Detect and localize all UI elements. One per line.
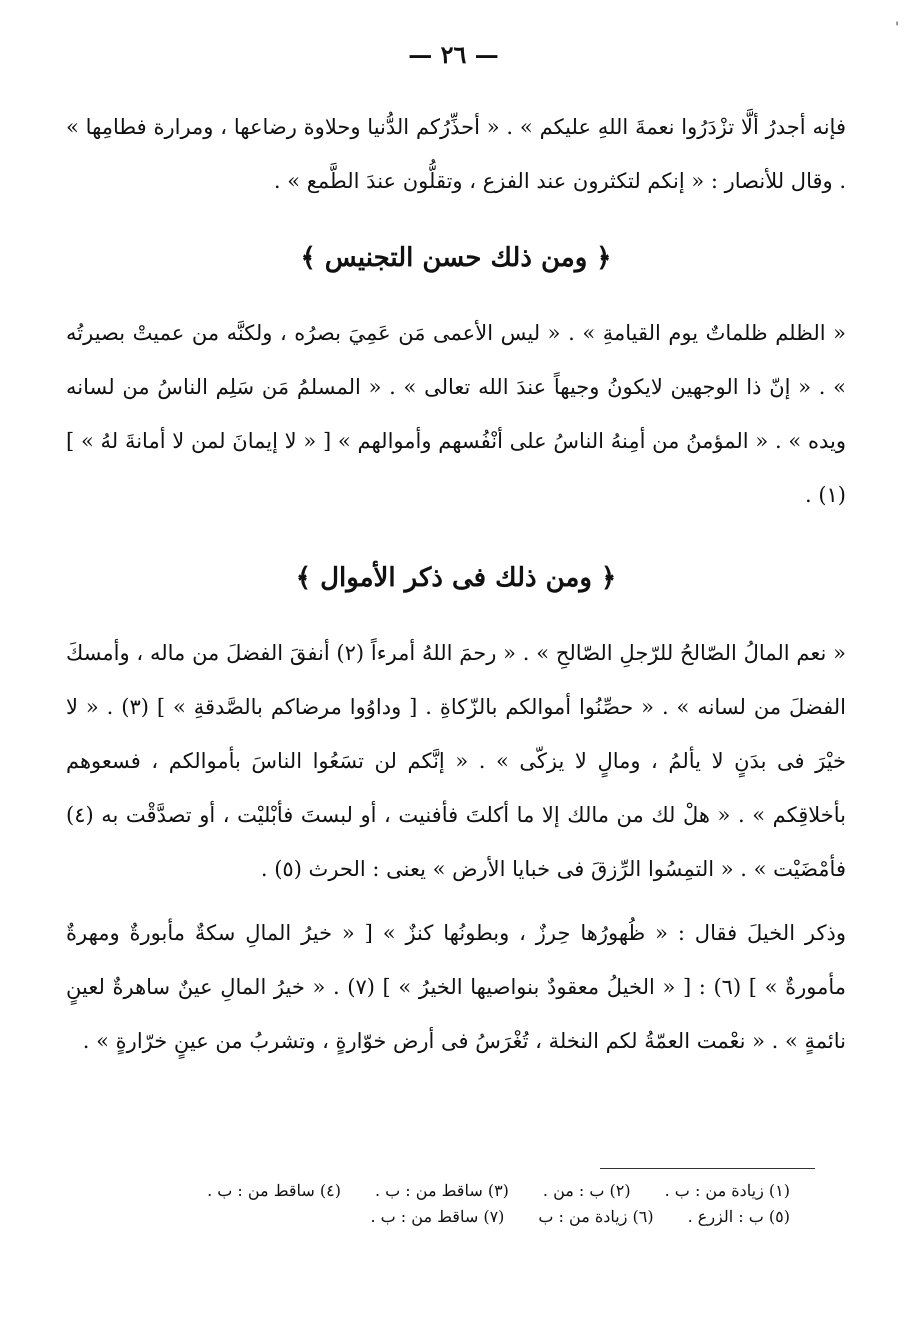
footnote-row — [60, 1204, 790, 1230]
paragraph-opening: فإنه أجدرُ ألَّا تزْدَرُوا نعمةَ اللهِ عليكم » . « أحذِّرُكم الدُّنيا وحلاوة رضاعها ، ومرارة فطامِها » . وقال للأنصار : « إنكم لتكثرون عند الفزع ، وتقلُّون عندَ الطَّمع » . — [66, 115, 846, 193]
section-heading-amwal: ﴿ ومن ذلك فى ذكر الأموال ﴾ — [295, 563, 617, 593]
footnote-row — [60, 1178, 790, 1204]
paragraph-amwal: « نعم المالُ الصّالحُ للرّجلِ الصّالحِ » . « رحمَ اللهُ أمرءاً (٢) أنفقَ الفضلَ من ماله ، وأمسكَ الفضلَ من لسانه » . « حصِّنُوا أموالكم بالزّكاةِ . [ وداوُوا مرضاكم بالصَّدقةِ » ] (٣) . « لا خيْرَ فى بدَنٍ لا يألمُ ، ومالٍ لا يزكّى » . « إنَّكم لن تسَعُوا الناسَ بأموالكم ، فسعوهم بأخلاقِكم » . « هلْ لك من مالك إلا ما أكلتَ فأفنيت ، أو لبستَ فأبْليْت ، أو تصدَّقْت به (٤) فأمْضَيْت » . « التمِسُوا الرِّزقَ فى خبايا الأرض » يعنى : الحرث (٥) . — [66, 641, 846, 881]
page-number: — ٢٦ — — [408, 40, 499, 69]
footnote-5: (٥) ب : الزرع . — [687, 1207, 790, 1226]
footnote-2: (٢) ب : من . — [542, 1181, 631, 1200]
paragraph-khayl: وذكر الخيلَ فقال : « ظُهورُها حِرزٌ ، وبطونُها كنزٌ » [ « خيرُ المالِ سكةٌ مأبورةٌ ومهرةٌ مأمورةٌ » ] (٦) : [ « الخيلُ معقودٌ بنواصيها الخيرُ » ] (٧) . « خيرُ المالِ عينٌ ساهرةٌ لعينٍ نائمةٍ » . « نعْمت العمّةُ لكم النخلة ، تُغْرَسُ فى أرض خوّارةٍ ، وتشربُ من عينٍ خرّارةٍ » . — [66, 921, 846, 1053]
footnote-3: (٣) ساقط من : ب . — [374, 1181, 509, 1200]
paragraph-tajnees: « الظلم ظلماتٌ يوم القيامةِ » . « ليس الأعمى مَن عَمِيَ بصرُه ، ولكنَّه من عميتْ بصيرتُه » . « إنّ ذا الوجهين لايكونُ وجيهاً عندَ الله تعالى » . « المسلمُ مَن سَلِم الناسُ من لسانه ويده » . « المؤمنُ من أمِنهُ الناسُ على أنْفُسهم وأموالهم » [ « لا إيمانَ لمن لا أمانةَ لهُ » ] (١) . — [66, 321, 846, 507]
footnote-7: (٧) ساقط من : ب . — [370, 1207, 505, 1226]
footnote-divider — [600, 1168, 815, 1169]
section-heading-tajnees: ﴿ ومن ذلك حسن التجنيس ﴾ — [300, 243, 612, 273]
footnote-1: (١) زيادة من : ب . — [664, 1181, 790, 1200]
footnotes — [60, 1178, 790, 1230]
footnote-6: (٦) زيادة من : ب — [538, 1207, 654, 1226]
footnote-4: (٤) ساقط من : ب . — [207, 1181, 341, 1200]
corner-mark: ' — [895, 20, 899, 36]
page-body — [66, 100, 846, 1068]
